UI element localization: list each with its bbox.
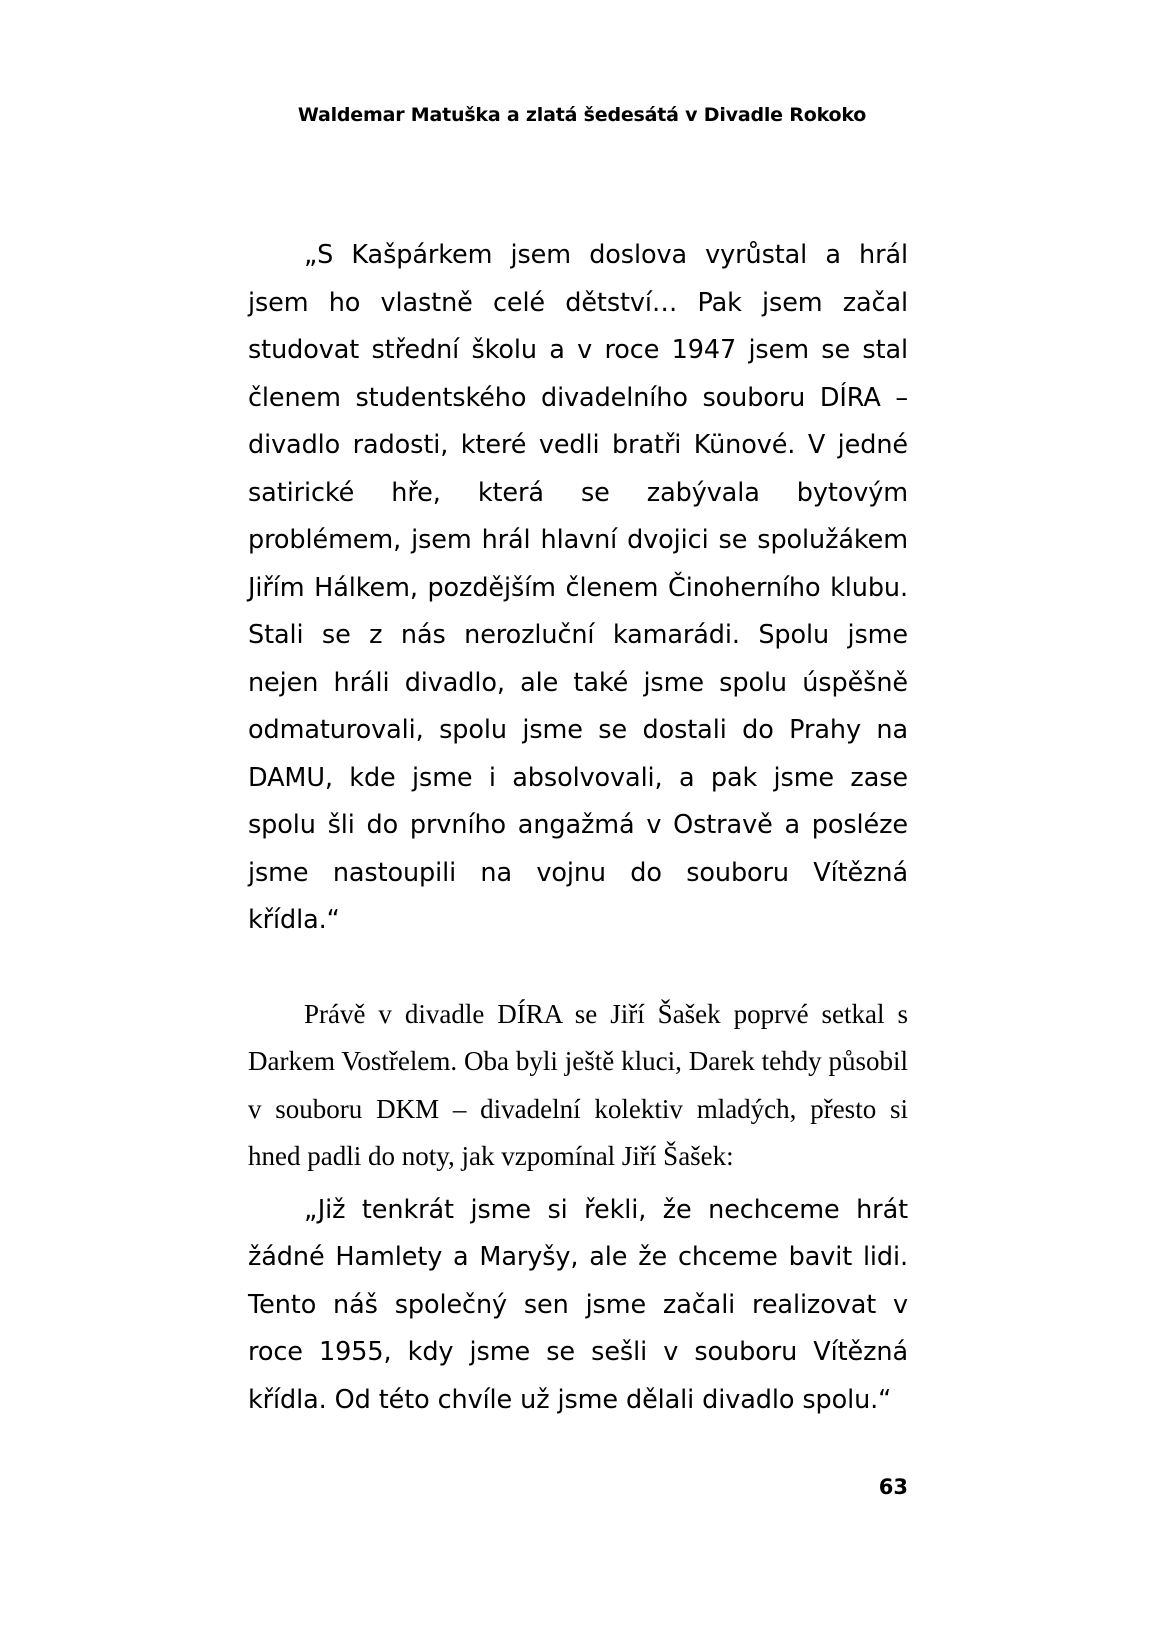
page-number: 63 <box>878 1475 908 1499</box>
page-body <box>248 232 908 1424</box>
quote-paragraph-1: „S Kašpárkem jsem doslova vyrůstal a hrál jsem ho vlastně celé dětství… Pak jsem začal studovat střední školu a v roce 1947 jsem se stal členem studentského divadelního souboru DÍRA – divadlo radosti, které vedli bratři Künové. V jedné satirické hře, která se zabývala bytovým problémem, jsem hrál hlavní dvojici se spolužákem Jiřím Hálkem, pozdějším členem Činoherního klubu. Stali se z nás nerozluční kamarádi. Spolu jsme nejen hráli divadlo, ale také jsme spolu úspěšně odmaturovali, spolu jsme se dostali do Prahy na DAMU, kde jsme i absolvovali, a pak jsme zase spolu šli do prvního angažmá v Ostravě a posléze jsme nastoupili na vojnu do souboru Vítězná křídla.“ <box>248 240 908 935</box>
running-head: Waldemar Matuška a zlatá šedesátá v Divadle Rokoko <box>297 104 867 126</box>
narration-paragraph-1: Právě v divadle DÍRA se Jiří Šašek poprvé setkal s Darkem Vostřelem. Oba byli ještě kluci, Darek tehdy působil v souboru DKM – divadelní kolektiv mladých, přesto si hned padli do noty, jak vzpomínal Jiří Šašek: <box>248 998 908 1171</box>
quote-paragraph-2: „Již tenkrát jsme si řekli, že nechceme hrát žádné Hamlety a Maryšy, ale že chceme bavit lidi. Tento náš společný sen jsme začali realizovat v roce 1955, kdy jsme se sešli v souboru Vítězná křídla. Od této chvíle už jsme dělali divadlo spolu.“ <box>248 1194 908 1415</box>
